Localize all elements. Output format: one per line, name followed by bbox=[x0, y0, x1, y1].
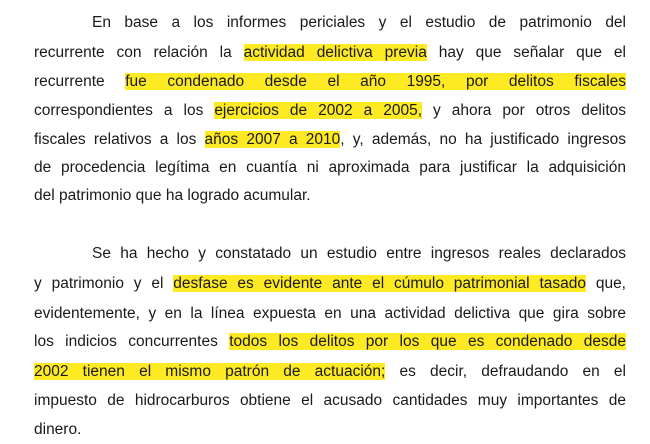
highlighted-text: ejercicios de 2002 a 2005, bbox=[214, 102, 422, 119]
text-run: evidentemente, y en la línea expuesta en una actividad delictiva que gira sobre bbox=[34, 305, 626, 322]
text-run: impuesto de hidrocarburos obtiene el acusado cantidades muy importantes de bbox=[34, 392, 626, 409]
text-run: recurrente con relación la bbox=[34, 44, 244, 61]
para1-line-6 bbox=[34, 158, 626, 178]
para2-line-6 bbox=[34, 391, 626, 411]
para2-line-5 bbox=[34, 362, 626, 382]
para2-line-3 bbox=[34, 304, 626, 324]
para2-line-2 bbox=[34, 274, 626, 294]
para1-line-1 bbox=[92, 13, 626, 33]
text-run: dinero. bbox=[34, 421, 82, 438]
highlighted-text: actividad delictiva previa bbox=[243, 44, 427, 61]
para2-line-7 bbox=[34, 420, 626, 440]
text-run: , y, además, no ha justificado ingresos bbox=[340, 131, 626, 148]
highlighted-text: 2002 tienen el mismo patrón de actuación; bbox=[34, 363, 386, 380]
text-run: y ahora por otros delitos bbox=[422, 102, 626, 119]
text-run: fiscales relativos a los bbox=[34, 131, 205, 148]
para1-line-3 bbox=[34, 72, 626, 92]
para2-line-1 bbox=[92, 244, 626, 264]
para1-line-2 bbox=[34, 43, 626, 63]
text-run: es decir, defraudando en el bbox=[385, 363, 626, 380]
highlighted-text: todos los delitos por los que es condenado desde bbox=[229, 333, 626, 350]
text-run: que, bbox=[585, 275, 626, 292]
highlighted-text: fue condenado desde el año 1995, por delitos fiscales bbox=[125, 73, 627, 90]
text-run: del patrimonio que ha logrado acumular. bbox=[34, 187, 311, 204]
para1-line-7 bbox=[34, 186, 626, 206]
highlighted-text: años 2007 a 2010 bbox=[204, 131, 341, 148]
text-run: y patrimonio y el bbox=[34, 275, 174, 292]
para2-line-4 bbox=[34, 332, 626, 352]
highlighted-text: desfase es evidente ante el cúmulo patrimonial tasado bbox=[173, 275, 586, 292]
text-run: Se ha hecho y constatado un estudio entre ingresos reales declarados bbox=[92, 245, 626, 262]
text-run: de procedencia legítima en cuantía ni aproximada para justificar la adquisición bbox=[34, 159, 626, 176]
text-run: los indicios concurrentes bbox=[34, 333, 230, 350]
text-run: En base a los informes periciales y el estudio de patrimonio del bbox=[92, 14, 626, 31]
para1-line-4 bbox=[34, 101, 626, 121]
para1-line-5 bbox=[34, 130, 626, 150]
text-run: recurrente bbox=[34, 73, 126, 90]
text-run: correspondientes a los bbox=[34, 102, 215, 119]
text-run: hay que señalar que el bbox=[426, 44, 626, 61]
